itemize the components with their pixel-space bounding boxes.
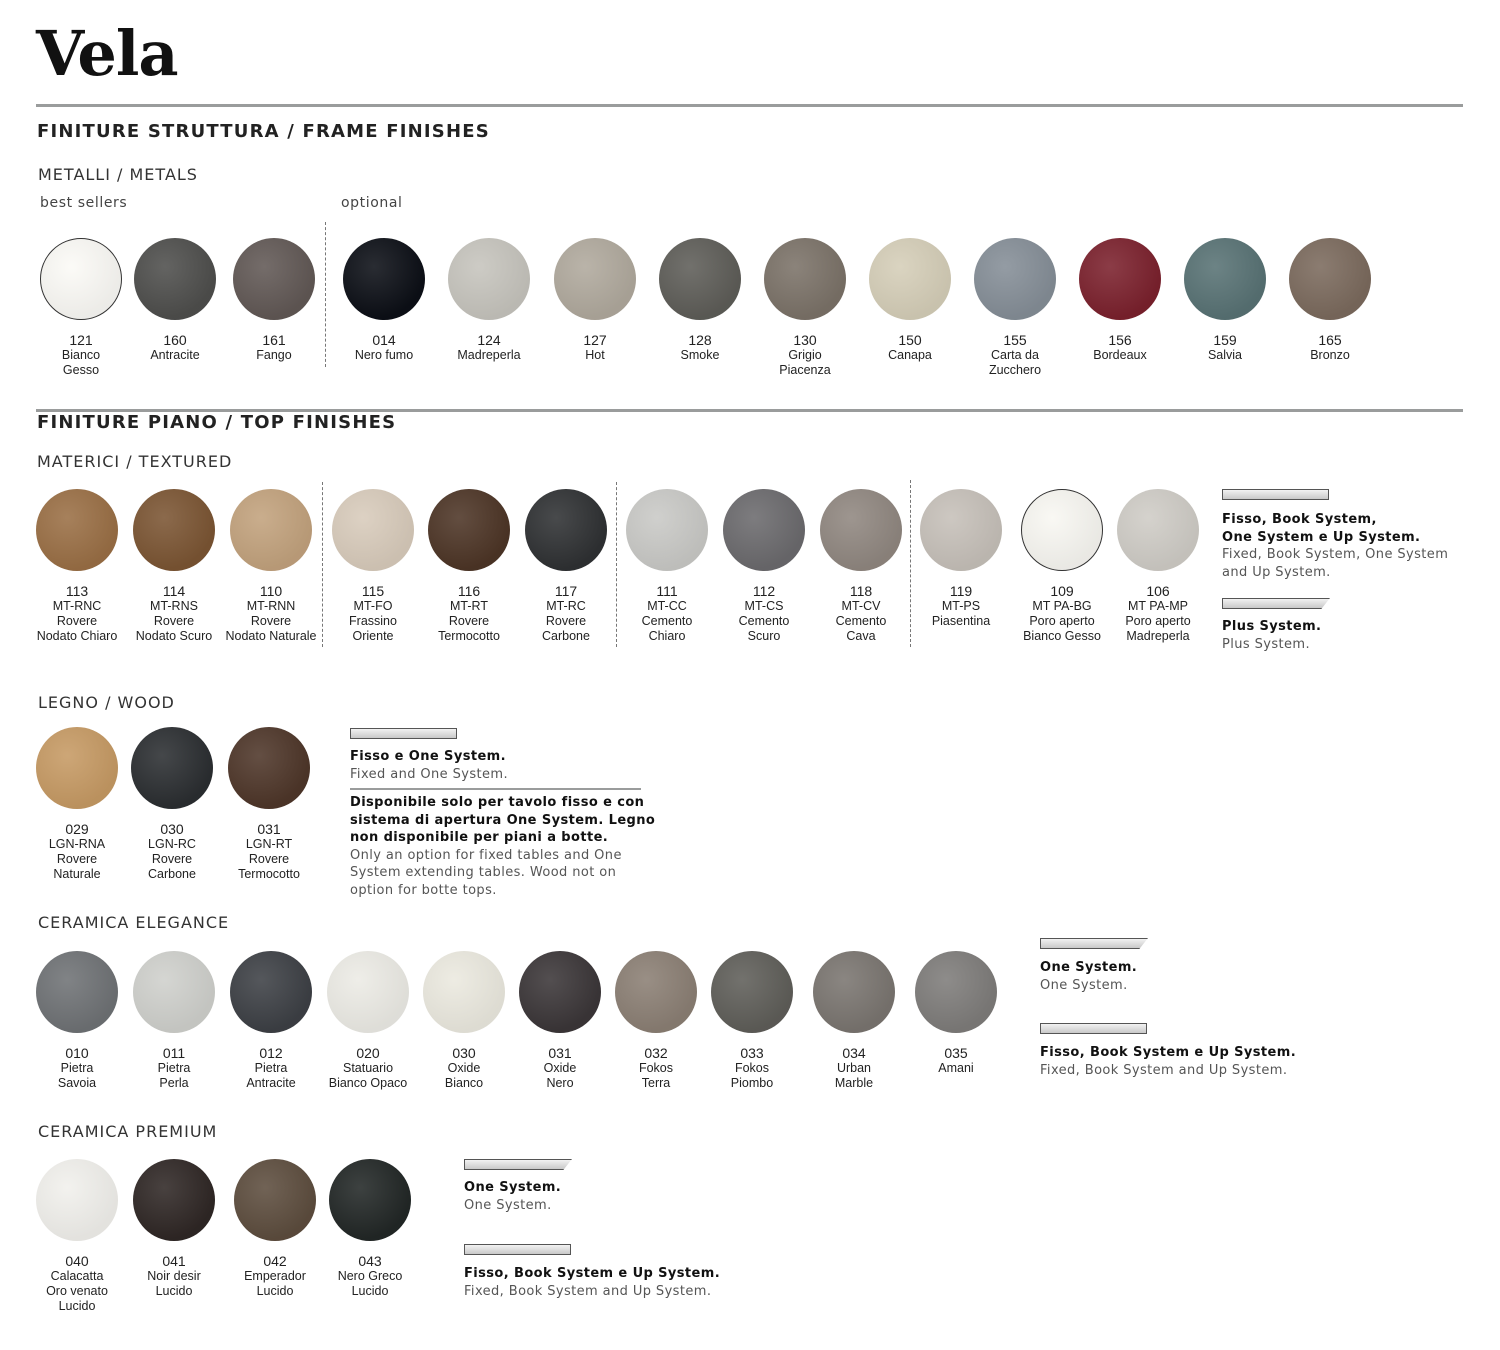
swatch-name: Terra [641, 1076, 671, 1090]
swatch-caption [855, 333, 965, 363]
finish-swatch [36, 951, 118, 1033]
swatch-name: Carta da [991, 348, 1039, 362]
swatch-caption [22, 1254, 132, 1314]
finish-swatch [519, 951, 601, 1033]
finish-swatch [234, 1159, 316, 1241]
swatch-code: 032 [644, 1045, 668, 1061]
swatch-name: LGN-RNA [48, 837, 106, 851]
finish-swatch [974, 238, 1056, 320]
finish-swatch [233, 238, 315, 320]
finish-swatch [920, 489, 1002, 571]
swatch-caption [434, 333, 544, 363]
swatch-caption [1170, 333, 1280, 363]
swatch-name: Rovere [448, 614, 490, 628]
swatch-caption [1275, 333, 1385, 363]
finish-swatch [626, 489, 708, 571]
swatch-code: 113 [65, 583, 89, 599]
wood-note-1: Fisso e One System. Fixed and One System. [350, 749, 509, 782]
swatch-name: MT-FO [353, 599, 393, 613]
swatch-caption [901, 1046, 1011, 1076]
swatch-name: LGN-RT [245, 837, 293, 851]
metals-heading: METALLI / METALS [38, 165, 198, 184]
swatch-name: Piombo [730, 1076, 774, 1090]
swatch-code: 042 [263, 1253, 287, 1269]
swatch-code: 127 [583, 332, 607, 348]
swatch-caption [216, 584, 326, 644]
elegance-note-2: Fisso, Book System e Up System. Fixed, Book System and Up System. [1040, 1045, 1297, 1078]
swatch-name: Carbone [542, 629, 590, 643]
swatch-caption [511, 584, 621, 644]
swatch-caption [220, 1254, 330, 1299]
swatch-caption [1103, 584, 1213, 644]
swatch-caption [313, 1046, 423, 1091]
swatch-name: MT-CS [744, 599, 784, 613]
finish-swatch [329, 1159, 411, 1241]
finish-swatch [615, 951, 697, 1033]
finish-swatch [1079, 238, 1161, 320]
swatch-code: 110 [259, 583, 283, 599]
swatch-name: Perla [159, 1076, 189, 1090]
swatch-code: 111 [656, 583, 678, 599]
swatch-name: Termocotto [438, 629, 500, 643]
swatch-code: 150 [898, 332, 922, 348]
swatch-code: 106 [1146, 583, 1170, 599]
swatch-caption [505, 1046, 615, 1091]
flat-edge-profile-icon [1040, 1023, 1147, 1034]
swatch-name: Madreperla [1126, 629, 1190, 643]
swatch-name: Frassino [349, 614, 397, 628]
finish-swatch [525, 489, 607, 571]
swatch-name: MT PA-BG [1032, 599, 1092, 613]
finish-swatch [36, 727, 118, 809]
swatch-caption [22, 1046, 132, 1091]
swatch-code: 114 [162, 583, 186, 599]
finish-swatch [723, 489, 805, 571]
finish-swatch [659, 238, 741, 320]
swatch-caption [22, 822, 132, 882]
swatch-name: Nero fumo [354, 348, 414, 362]
swatch-code: 159 [1213, 332, 1237, 348]
finish-swatch [40, 238, 122, 320]
swatch-name: Grigio [788, 348, 822, 362]
swatch-caption [906, 584, 1016, 629]
swatch-name: MT-RNN [246, 599, 296, 613]
swatch-name: Emperador [244, 1269, 306, 1283]
premium-note-2: Fisso, Book System e Up System. Fixed, Book System and Up System. [464, 1266, 721, 1299]
swatch-name: Bianco Opaco [328, 1076, 408, 1090]
swatch-code: 121 [69, 332, 93, 348]
swatch-name: Antracite [246, 1076, 296, 1090]
swatch-code: 117 [554, 583, 578, 599]
wood-note-divider [350, 788, 641, 790]
swatch-caption [120, 333, 230, 363]
swatch-code: 010 [65, 1045, 89, 1061]
finish-swatch [1184, 238, 1266, 320]
swatch-name: Madreperla [457, 348, 521, 362]
swatch-code: 011 [162, 1045, 186, 1061]
swatch-code: 043 [358, 1253, 382, 1269]
swatch-name: Calacatta [50, 1269, 104, 1283]
swatch-name: Oxide [543, 1061, 577, 1075]
swatch-name: Bianco [61, 348, 101, 362]
finish-swatch [764, 238, 846, 320]
swatch-code: 160 [163, 332, 187, 348]
swatch-name: Fango [256, 348, 292, 362]
swatch-name: MT-RT [450, 599, 488, 613]
swatch-name: Cemento [738, 614, 790, 628]
swatch-caption [409, 1046, 519, 1091]
page-title: Vela [36, 17, 178, 90]
swatch-name: Piasentina [931, 614, 991, 628]
frame-finishes-heading: FINITURE STRUTTURA / FRAME FINISHES [37, 121, 490, 142]
finish-swatch [869, 238, 951, 320]
swatch-caption [119, 1046, 229, 1091]
finish-swatch [332, 489, 414, 571]
swatch-caption [1007, 584, 1117, 644]
swatch-name: Noir desir [147, 1269, 201, 1283]
beveled-edge-profile-icon [1222, 598, 1330, 609]
swatch-caption [214, 822, 324, 882]
swatch-name: Amani [938, 1061, 974, 1075]
swatch-caption [601, 1046, 711, 1091]
swatch-name: Gesso [62, 363, 100, 377]
swatch-name: Savoia [57, 1076, 97, 1090]
beveled-edge-profile-icon [464, 1159, 572, 1170]
premium-heading: CERAMICA PREMIUM [38, 1122, 218, 1141]
swatch-code: 116 [457, 583, 481, 599]
finish-swatch [230, 951, 312, 1033]
swatch-name: Bianco [444, 1076, 484, 1090]
swatch-caption [750, 333, 860, 378]
swatch-name: Cava [846, 629, 876, 643]
finish-swatch [1117, 489, 1199, 571]
swatch-name: Rovere [151, 852, 193, 866]
swatch-caption [709, 584, 819, 644]
swatch-name: Oro venato [46, 1284, 108, 1298]
finish-swatch [133, 951, 215, 1033]
finish-swatch [133, 1159, 215, 1241]
swatch-caption [216, 1046, 326, 1091]
swatch-name: Pietra [254, 1061, 288, 1075]
swatch-name: Bordeaux [1093, 348, 1147, 362]
swatch-code: 029 [65, 821, 89, 837]
beveled-edge-profile-icon [1040, 938, 1148, 949]
swatch-code: 034 [842, 1045, 866, 1061]
finish-swatch [1289, 238, 1371, 320]
swatch-name: Poro aperto [1125, 614, 1191, 628]
finish-swatch [554, 238, 636, 320]
swatch-name: MT-PS [941, 599, 981, 613]
swatch-caption [540, 333, 650, 363]
swatch-name: Nero Greco [337, 1269, 403, 1283]
swatch-name: Nodato Naturale [225, 629, 317, 643]
finish-swatch [448, 238, 530, 320]
finish-swatch [228, 727, 310, 809]
swatch-name: Lucido [155, 1284, 193, 1298]
swatch-name: Oriente [352, 629, 394, 643]
swatch-name: Urban [836, 1061, 872, 1075]
swatch-name: Lucido [351, 1284, 389, 1298]
swatch-name: Bianco Gesso [1023, 629, 1101, 643]
swatch-caption [22, 584, 132, 644]
swatch-caption [117, 822, 227, 882]
swatch-caption [799, 1046, 909, 1091]
swatch-name: Salvia [1207, 348, 1243, 362]
top-finishes-heading: FINITURE PIANO / TOP FINISHES [37, 412, 397, 433]
finish-swatch [428, 489, 510, 571]
swatch-code: 035 [944, 1045, 968, 1061]
swatch-code: 119 [949, 583, 973, 599]
swatch-name: MT-CC [647, 599, 687, 613]
swatch-name: Statuario [342, 1061, 394, 1075]
flat-edge-profile-icon [350, 728, 457, 739]
finish-swatch [423, 951, 505, 1033]
swatch-code: 031 [548, 1045, 572, 1061]
swatch-name: MT PA-MP [1128, 599, 1188, 613]
finish-swatch [36, 489, 118, 571]
swatch-code: 041 [162, 1253, 186, 1269]
swatch-name: Cemento [641, 614, 693, 628]
swatch-name: Lucido [58, 1299, 96, 1313]
swatch-name: MT-RNC [52, 599, 102, 613]
swatch-code: 040 [65, 1253, 89, 1269]
swatch-code: 109 [1050, 583, 1074, 599]
finish-swatch [820, 489, 902, 571]
swatch-caption [119, 1254, 229, 1299]
swatch-name: Rovere [545, 614, 587, 628]
swatch-code: 130 [793, 332, 817, 348]
swatch-name: Scuro [747, 629, 781, 643]
title-divider [36, 104, 1463, 107]
swatch-code: 118 [849, 583, 873, 599]
swatch-name: Antracite [150, 348, 200, 362]
finish-swatch [343, 238, 425, 320]
swatch-code: 128 [688, 332, 712, 348]
finish-swatch [36, 1159, 118, 1241]
wood-note-2: Disponibile solo per tavolo fisso e con sistema di apertura One System. Legno non disponibile per piani a botte. Only an option for fixed tables and One System extending tables. Wood not on option for botte tops. [350, 795, 656, 898]
swatch-code: 161 [262, 332, 286, 348]
swatch-caption [119, 584, 229, 644]
finish-swatch [134, 238, 216, 320]
finish-swatch [131, 727, 213, 809]
swatch-name: Rovere [56, 614, 98, 628]
swatch-caption [1065, 333, 1175, 363]
swatch-name: Zucchero [988, 363, 1042, 377]
swatch-code: 124 [477, 332, 501, 348]
finish-swatch [915, 951, 997, 1033]
swatch-name: Piacenza [779, 363, 831, 377]
swatch-name: Rovere [248, 852, 290, 866]
swatch-name: Chiaro [648, 629, 686, 643]
swatch-name: MT-RC [546, 599, 586, 613]
swatch-name: MT-RNS [150, 599, 198, 613]
swatch-code: 115 [361, 583, 385, 599]
swatch-name: Lucido [256, 1284, 294, 1298]
swatch-name: Canapa [888, 348, 932, 362]
textured-note-2: Plus System. Plus System. [1222, 619, 1322, 652]
swatch-caption [612, 584, 722, 644]
swatch-code: 031 [257, 821, 281, 837]
swatch-caption [219, 333, 329, 363]
swatch-name: Rovere [153, 614, 195, 628]
finish-swatch [813, 951, 895, 1033]
finish-swatch [711, 951, 793, 1033]
elegance-note-1: One System. One System. [1040, 960, 1138, 993]
textured-note-1: Fisso, Book System, One System e Up System. Fixed, Book System, One System and Up System. [1222, 512, 1449, 580]
swatch-code: 030 [452, 1045, 476, 1061]
swatch-name: Termocotto [238, 867, 300, 881]
swatch-code: 112 [752, 583, 776, 599]
swatch-name: Poro aperto [1029, 614, 1095, 628]
swatch-code: 020 [356, 1045, 380, 1061]
flat-edge-profile-icon [464, 1244, 571, 1255]
swatch-caption [329, 333, 439, 363]
swatch-name: Nero [546, 1076, 574, 1090]
swatch-name: Nodato Scuro [135, 629, 213, 643]
best-sellers-label: best sellers [40, 195, 128, 211]
finish-swatch [133, 489, 215, 571]
optional-label: optional [341, 195, 403, 211]
swatch-name: Rovere [56, 852, 98, 866]
swatch-code: 033 [740, 1045, 764, 1061]
swatch-name: Rovere [250, 614, 292, 628]
swatch-caption [318, 584, 428, 644]
swatch-name: MT-CV [841, 599, 881, 613]
swatch-name: Fokos [638, 1061, 674, 1075]
swatch-caption [645, 333, 755, 363]
swatch-name: Naturale [53, 867, 101, 881]
premium-note-1: One System. One System. [464, 1180, 562, 1213]
swatch-name: Cemento [835, 614, 887, 628]
swatch-code: 030 [160, 821, 184, 837]
textured-heading: MATERICI / TEXTURED [37, 452, 233, 471]
elegance-heading: CERAMICA ELEGANCE [38, 913, 230, 932]
flat-edge-profile-icon [1222, 489, 1329, 500]
swatch-name: Pietra [157, 1061, 191, 1075]
swatch-name: Hot [585, 348, 605, 362]
swatch-name: Pietra [60, 1061, 94, 1075]
swatch-code: 014 [372, 332, 396, 348]
swatch-name: Bronzo [1310, 348, 1350, 362]
swatch-caption [697, 1046, 807, 1091]
swatch-code: 165 [1318, 332, 1342, 348]
wood-heading: LEGNO / WOOD [38, 693, 175, 712]
swatch-name: Marble [834, 1076, 874, 1090]
finish-swatch [1021, 489, 1103, 571]
finish-swatch [327, 951, 409, 1033]
swatch-code: 012 [259, 1045, 283, 1061]
finish-swatch [230, 489, 312, 571]
swatch-caption [960, 333, 1070, 378]
swatch-name: Fokos [734, 1061, 770, 1075]
swatch-caption [414, 584, 524, 644]
swatch-code: 155 [1003, 332, 1027, 348]
swatch-name: LGN-RC [148, 837, 196, 851]
swatch-name: Carbone [148, 867, 196, 881]
swatch-name: Nodato Chiaro [36, 629, 118, 643]
swatch-caption [315, 1254, 425, 1299]
swatch-name: Oxide [447, 1061, 481, 1075]
swatch-name: Smoke [680, 348, 720, 362]
swatch-code: 156 [1108, 332, 1132, 348]
swatch-caption [806, 584, 916, 644]
